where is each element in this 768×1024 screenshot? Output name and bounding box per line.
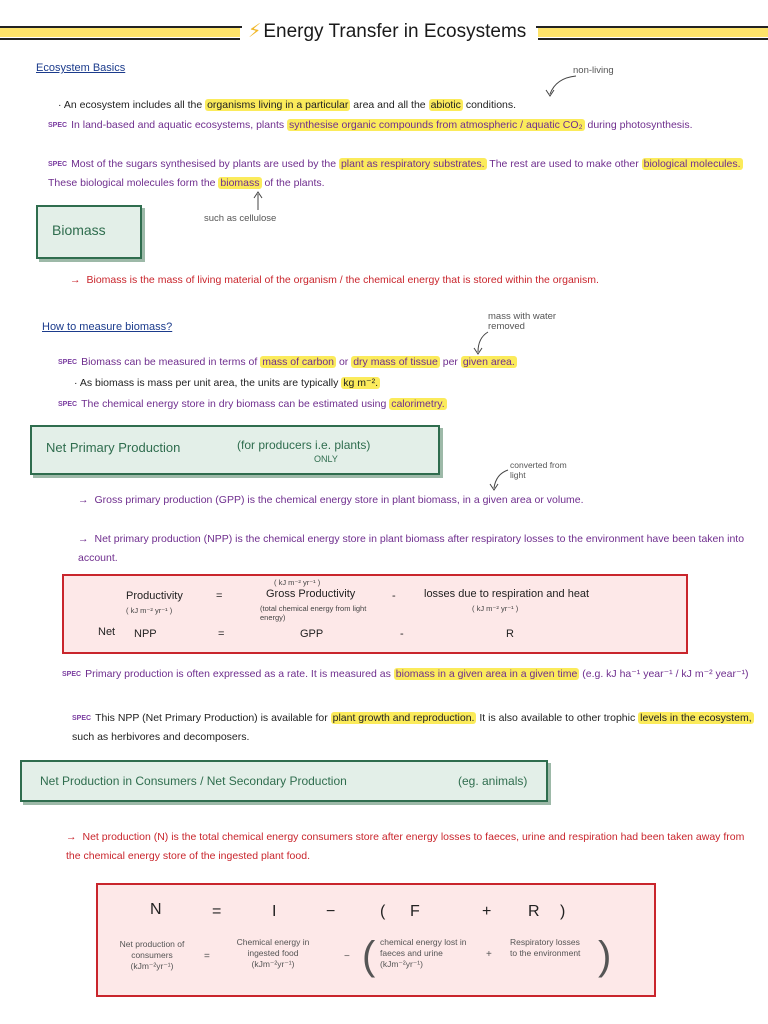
minus-sign: -	[400, 628, 404, 640]
text: In land-based and aquatic ecosystems, plants	[71, 119, 288, 131]
spec-tag: SPEC	[62, 671, 82, 678]
text: Biomass can be measured in terms of	[81, 356, 261, 368]
highlight: biomass	[220, 177, 260, 189]
highlight: calorimetry.	[391, 398, 445, 410]
page-title-text: Energy Transfer in Ecosystems	[263, 21, 527, 42]
f-symbol: F	[410, 903, 420, 920]
title-rule-left-lower	[0, 38, 240, 40]
text: These biological molecules form the	[48, 177, 219, 189]
basics-spec-1	[48, 116, 768, 135]
gross-productivity-label: Gross Productivity	[266, 588, 356, 600]
left-paren: (	[380, 903, 386, 920]
highlight: plant growth and reproduction.	[332, 712, 475, 724]
left-paren: (	[362, 934, 376, 978]
highlight: dry mass of tissue	[353, 356, 438, 368]
text: It is also available to other trophic	[476, 712, 639, 724]
text: such as herbivores and decomposers.	[72, 731, 250, 743]
arrow-icon: →	[70, 274, 81, 286]
losses-unit: ( kJ m⁻² yr⁻¹ )	[472, 604, 519, 613]
highlight: mass of carbon	[262, 356, 335, 368]
gross-unit: ( kJ m⁻² yr⁻¹ )	[274, 578, 321, 587]
productivity-label: Productivity	[126, 590, 183, 602]
title-highlight-right	[538, 28, 768, 37]
npp-symbol: NPP	[134, 628, 157, 640]
gross-note: (total chemical energy from light energy)	[260, 604, 367, 622]
npp-box-only: ONLY	[314, 454, 338, 464]
measure-spec-1	[58, 353, 768, 372]
biomass-definition	[70, 271, 730, 290]
productivity-unit: ( kJ m⁻² yr⁻¹ )	[126, 606, 173, 615]
highlight: biomass in a given area in a given time	[395, 668, 578, 680]
text: area and all the	[350, 99, 429, 111]
npp-equation-box	[62, 574, 688, 654]
highlight: abiotic	[430, 99, 461, 111]
right-paren: )	[598, 934, 612, 978]
text: Primary production is often expressed as a rate. It is measured as	[85, 668, 394, 680]
ecosystem-basics-heading: Ecosystem Basics	[36, 62, 126, 74]
note-arrow-icon	[486, 468, 512, 492]
f-description: chemical energy lost in faeces and urine (kJm⁻²yr⁻¹)	[380, 937, 467, 969]
npp-definition	[78, 530, 758, 568]
spec-tag: SPEC	[48, 161, 68, 168]
highlight: synthesise organic compounds from atmospheric / aquatic CO₂	[289, 119, 583, 131]
text: or	[336, 356, 352, 368]
gpp-definition	[78, 491, 758, 510]
highlight: kg m⁻².	[343, 377, 379, 389]
i-symbol: I	[272, 903, 277, 920]
spec-tag: SPEC	[58, 401, 78, 408]
text: An ecosystem includes all the	[63, 99, 206, 111]
text: Net primary production (NPP) is the chemical energy store in plant biomass after respiratory losses to the environment have been taken into account.	[78, 533, 745, 564]
arrow-icon: →	[66, 831, 77, 843]
equals-sign: =	[212, 903, 222, 920]
rate-spec	[62, 665, 762, 684]
text: of the plants.	[261, 177, 325, 189]
r-symbol: R	[528, 903, 540, 920]
spec-tag: SPEC	[48, 122, 68, 129]
text: Most of the sugars synthesised by plants are used by the	[71, 158, 339, 170]
npp-box-label: Net Primary Production	[46, 440, 181, 455]
spec-tag: SPEC	[58, 359, 78, 366]
highlight: biological molecules.	[643, 158, 741, 170]
text: As biomass is mass per unit area, the units are typically	[79, 377, 342, 389]
lightning-icon: ⚡	[248, 21, 262, 42]
dry-mass-note: mass with water removed	[488, 311, 557, 332]
text: The rest are used to make other	[486, 158, 642, 170]
spec-tag: SPEC	[72, 715, 92, 722]
text: This NPP (Net Primary Production) is available for	[95, 712, 331, 724]
title-rule-right-lower	[538, 38, 768, 40]
right-paren: )	[560, 903, 566, 920]
text: during photosynthesis.	[584, 119, 693, 131]
note-arrow-icon	[248, 190, 268, 212]
consumers-box-note: (eg. animals)	[458, 774, 528, 788]
consumers-definition	[66, 828, 756, 866]
plus-sign: +	[482, 903, 492, 920]
bullet: ·	[74, 377, 78, 389]
cellulose-note: such as cellulose	[204, 213, 277, 224]
r-description: Respiratory losses to the environment	[510, 937, 581, 958]
arrow-icon: →	[78, 533, 89, 545]
page-title	[248, 20, 526, 43]
minus-sign: -	[392, 590, 396, 602]
highlight: given area.	[462, 356, 515, 368]
net-label: Net	[98, 626, 116, 638]
biomass-box-label: Biomass	[52, 222, 106, 238]
title-highlight-left	[0, 28, 240, 37]
plus-sign: +	[486, 949, 492, 960]
text: (e.g. kJ ha⁻¹ year⁻¹ / kJ m⁻² year⁻¹)	[579, 668, 749, 680]
gpp-symbol: GPP	[300, 628, 324, 640]
equals-sign: =	[216, 590, 223, 602]
basics-bullet-1	[58, 96, 768, 115]
title-rule-left	[0, 26, 242, 28]
equals-sign: =	[204, 951, 210, 962]
converted-note: converted from light	[510, 460, 567, 480]
minus-sign: −	[344, 951, 350, 962]
availability-spec	[72, 709, 762, 747]
r-symbol: R	[506, 628, 514, 640]
measure-spec-3	[58, 395, 768, 414]
text: The chemical energy store in dry biomass can be estimated using	[81, 398, 390, 410]
measure-bullet-2	[74, 374, 768, 393]
text: Biomass is the mass of living material of the organism / the chemical energy that is stored within the organism.	[86, 274, 599, 286]
text: conditions.	[462, 99, 517, 111]
title-rule-right	[536, 26, 768, 28]
highlight: plant as respiratory substrates.	[340, 158, 485, 170]
consumers-box-label: Net Production in Consumers / Net Secondary Production	[40, 774, 347, 788]
non-living-note: non-living	[573, 65, 614, 76]
consumers-equation-box	[96, 883, 656, 997]
consumers-box	[20, 760, 548, 802]
biomass-box	[36, 205, 142, 259]
bullet: ·	[58, 99, 62, 111]
text: Gross primary production (GPP) is the chemical energy store in plant biomass, in a given area or volume.	[94, 494, 584, 506]
text: Net production (N) is the total chemical energy consumers store after energy losses to faeces, urine and respiration had been taken away from the chemical energy store of the ingested plant food.	[66, 831, 745, 862]
losses-label: losses due to respiration and heat	[424, 588, 590, 600]
measure-biomass-heading: How to measure biomass?	[42, 321, 173, 333]
minus-sign: −	[326, 903, 336, 920]
npp-box	[30, 425, 440, 475]
highlight: organisms living in a particular	[207, 99, 349, 111]
arrow-icon: →	[78, 494, 89, 506]
npp-box-note: (for producers i.e. plants)	[237, 438, 371, 452]
i-description: Chemical energy in ingested food (kJm⁻²yr⁻¹)	[236, 937, 310, 969]
n-description: Net production of consumers (kJm⁻²yr⁻¹)	[119, 939, 185, 971]
basics-spec-2	[48, 155, 768, 193]
equals-sign: =	[218, 628, 225, 640]
n-symbol: N	[150, 901, 162, 918]
text: per	[439, 356, 461, 368]
title-band	[0, 0, 768, 64]
highlight: levels in the ecosystem,	[640, 712, 752, 724]
